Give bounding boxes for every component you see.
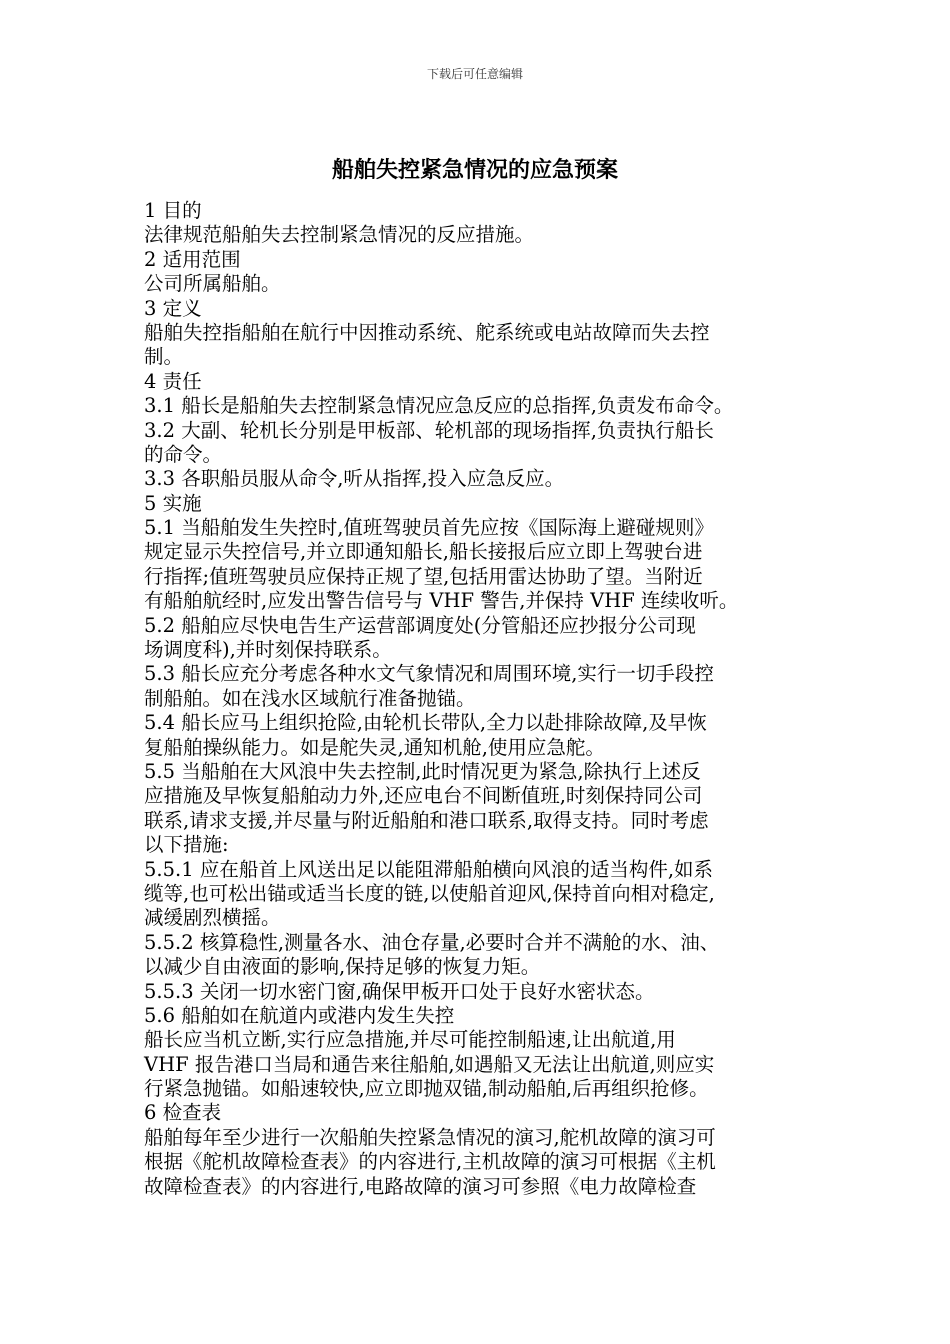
body-line: 5.6 船舶如在航道内或港内发生失控 [144,1003,455,1027]
body-line: 船长应当机立断,实行应急措施,并尽可能控制船速,让出航道,用 [144,1028,676,1052]
body-line: 5.3 船长应充分考虑各种水文气象情况和周围环境,实行一切手段控 [144,662,714,686]
body-line: 5 实施 [144,491,202,515]
document-title: 船舶失控紧急情况的应急预案 [331,158,618,183]
body-line: 行紧急抛锚。如船速较快,应立即抛双锚,制动船舶,后再组织抢修。 [144,1077,709,1101]
body-line: 5.5 当船舶在大风浪中失去控制,此时情况更为紧急,除执行上述反 [144,759,701,783]
body-line: 规定显示失控信号,并立即通知船长,船长接报后应立即上驾驶台进 [144,540,703,564]
body-line: 制船舶。如在浅水区域航行准备抛锚。 [144,686,476,710]
body-line: VHF 报告港口当局和通告来往船舶,如遇船又无法让出航道,则应实 [144,1052,715,1076]
body-line: 故障检查表》的内容进行,电路故障的演习可参照《电力故障检查 [144,1174,697,1198]
body-line: 2 适用范围 [144,247,241,271]
body-line: 3.1 船长是船舶失去控制紧急情况应急反应的总指挥,负责发布命令。 [144,394,734,418]
body-line: 船舶失控指船舶在航行中因推动系统、舵系统或电站故障而失去控 [144,320,710,344]
body-line: 船舶每年至少进行一次船舶失控紧急情况的演习,舵机故障的演习可 [144,1125,716,1149]
body-line: 场调度科),并时刻保持联系。 [144,638,392,662]
body-line: 5.1 当船舶发生失控时,值班驾驶员首先应按《国际海上避碰规则》 [144,516,714,540]
body-line: 的命令。 [144,442,223,466]
body-line: 联系,请求支援,并尽量与附近船舶和港口联系,取得支持。同时考虑 [144,808,709,832]
body-line: 公司所属船舶。 [144,272,281,296]
body-line: 1 目的 [144,199,202,222]
body-line: 缆等,也可松出锚或适当长度的链,以使船首迎风,保持首向相对稳定, [144,881,715,905]
body-line: 5.2 船舶应尽快电告生产运营部调度处(分管船还应抄报分公司现 [144,613,696,637]
body-line: 5.5.1 应在船首上风送出足以能阻滞船舶横向风浪的适当构件,如系 [144,857,714,881]
body-line: 5.5.3 关闭一切水密门窗,确保甲板开口处于良好水密状态。 [144,979,655,1003]
body-line: 行指挥;值班驾驶员应保持正规了望,包括用雷达协助了望。当附近 [144,564,703,588]
body-line: 3 定义 [144,296,202,320]
body-line: 根据《舵机故障检查表》的内容进行,主机故障的演习可根据《主机 [144,1150,716,1174]
page-header: 下载后可任意编辑 [426,67,523,81]
body-line: 3.2 大副、轮机长分别是甲板部、轮机部的现场指挥,负责执行船长 [144,418,714,442]
document-body [144,199,820,1199]
body-line: 3.3 各职船员服从命令,听从指挥,投入应急反应。 [144,467,565,491]
body-line: 5.4 船长应马上组织抢险,由轮机长带队,全力以赴排除故障,及早恢 [144,711,707,735]
body-line: 6 检查表 [144,1101,222,1125]
body-line: 减缓剧烈横摇。 [144,906,281,930]
body-line: 以下措施: [144,833,229,857]
body-line: 5.5.2 核算稳性,测量各水、油仓存量,必要时合并不满舱的水、油、 [144,930,720,954]
body-line: 有船舶航经时,应发出警告信号与 VHF 警告,并保持 VHF 连续收听。 [144,589,739,613]
body-line: 制。 [144,345,184,369]
body-line: 法律规范船舶失去控制紧急情况的反应措施。 [144,223,535,247]
body-line: 复船舶操纵能力。如是舵失灵,通知机舱,使用应急舵。 [144,735,605,759]
body-line: 应措施及早恢复船舶动力外,还应电台不间断值班,时刻保持同公司 [144,784,703,808]
body-line: 以减少自由液面的影响,保持足够的恢复力矩。 [144,955,541,979]
body-line: 4 责任 [144,369,202,393]
